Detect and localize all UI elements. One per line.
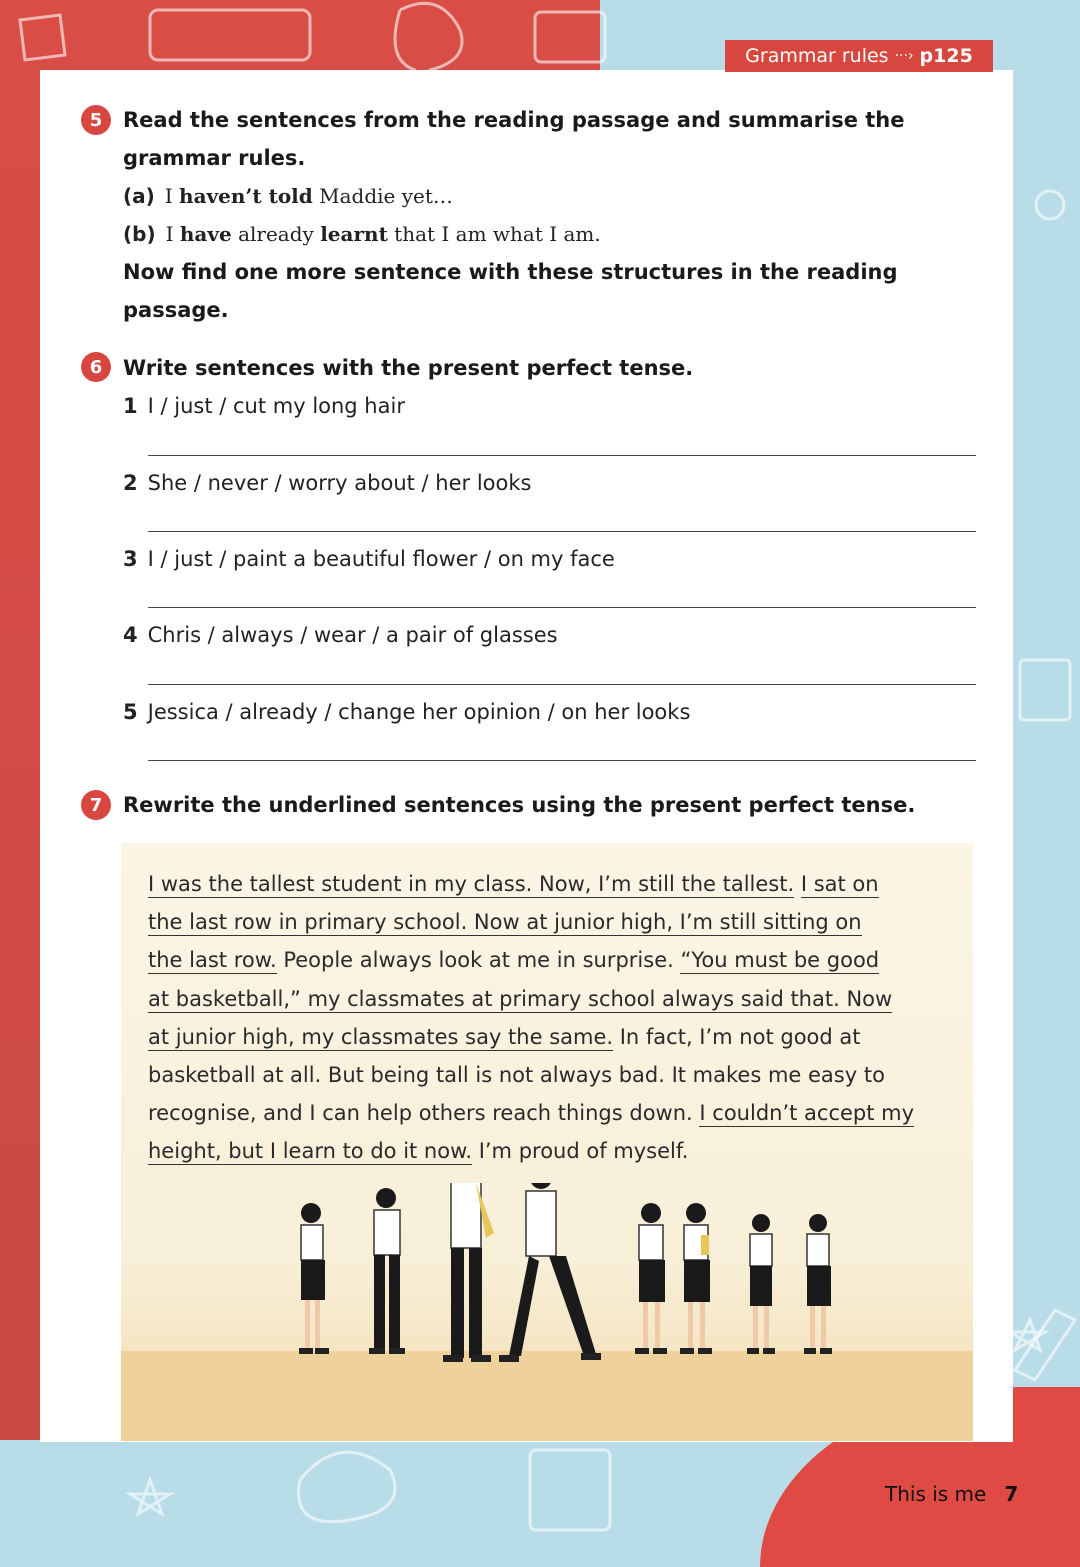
passage-text-run: recognise, and I can help others reach things down. xyxy=(148,1101,700,1126)
passage-text-run xyxy=(794,872,801,896)
exercise-6-item xyxy=(123,468,531,498)
star-doodle-icon xyxy=(130,1480,170,1514)
item-number: 5 xyxy=(123,700,138,724)
page-number: 7 xyxy=(1004,1482,1019,1506)
underlined-sentence[interactable]: I couldn’t accept my xyxy=(699,1101,915,1126)
underlined-sentence[interactable]: at junior high, my classmates say the same. xyxy=(148,1024,614,1049)
abc-card-icon xyxy=(530,1450,610,1530)
why-bubble-icon xyxy=(299,1452,395,1521)
example-b-text: already xyxy=(231,222,321,246)
example-a-verb: haven’t told xyxy=(179,184,313,208)
student-figure xyxy=(804,1214,832,1354)
example-b-text: that I am what I am. xyxy=(387,222,601,246)
exercise-5-instruction-line2: passage. xyxy=(123,298,229,322)
exercise-6-item xyxy=(123,620,558,650)
item-prompt: Jessica / already / change her opinion / on her looks xyxy=(147,700,691,724)
grammar-page-ref: p125 xyxy=(919,45,973,67)
passage-text-run: basketball at all. But being tall is not always bad. It makes me easy to xyxy=(148,1063,885,1088)
diary-doodle-icon xyxy=(1020,660,1070,720)
exercise-5-heading-line2: grammar rules. xyxy=(123,146,306,170)
underlined-sentence[interactable]: height, but I learn to do it now. xyxy=(148,1139,473,1164)
book-doodle-icon xyxy=(150,10,310,60)
example-b-verb: learnt xyxy=(320,222,388,246)
item-prompt: I / just / cut my long hair xyxy=(147,394,405,418)
passage-text-run: I’m proud of myself. xyxy=(472,1139,689,1164)
exercise-6-item xyxy=(123,697,690,727)
student-figure xyxy=(499,1183,601,1362)
example-a-label: (a) xyxy=(123,184,155,208)
student-figure xyxy=(680,1203,712,1354)
example-b-text: I xyxy=(165,222,180,246)
item-prompt: Chris / always / wear / a pair of glasses xyxy=(147,623,558,647)
answer-line[interactable] xyxy=(148,760,976,761)
exercise-6-item xyxy=(123,391,405,421)
answer-line[interactable] xyxy=(148,684,976,685)
exercise-6-badge: 6 xyxy=(81,352,111,382)
grammar-rules-tab[interactable] xyxy=(725,40,993,72)
underlined-sentence[interactable]: the last row in primary school. Now at junior high, I’m still sitting on xyxy=(148,910,862,935)
students-illustration xyxy=(281,1183,841,1413)
example-a-text: Maddie yet… xyxy=(312,184,453,208)
passage-text xyxy=(148,865,958,1171)
arrow-icon: ···› xyxy=(894,48,914,64)
reading-passage-box xyxy=(121,843,973,1441)
item-number: 2 xyxy=(123,471,138,495)
student-figure xyxy=(443,1183,494,1362)
exercise-5-heading-line1: Read the sentences from the reading passage and summarise the xyxy=(123,108,905,132)
example-sentence-a xyxy=(123,177,453,215)
answer-line[interactable] xyxy=(148,455,976,456)
student-figure xyxy=(747,1214,775,1354)
student-figure xyxy=(369,1188,405,1354)
exercise-5-instruction-line1: Now find one more sentence with these structures in the reading xyxy=(123,260,898,284)
verb-card-icon xyxy=(535,12,605,62)
underlined-sentence[interactable]: the last row. xyxy=(148,948,277,973)
grammar-rules-label: Grammar rules xyxy=(745,45,889,67)
example-b-label: (b) xyxy=(123,222,156,246)
item-number: 4 xyxy=(123,623,138,647)
exercise-7-heading: Rewrite the underlined sentences using the present perfect tense. xyxy=(123,793,916,817)
example-a-text: I xyxy=(164,184,180,208)
underlined-sentence[interactable]: “You must be good xyxy=(680,948,880,973)
student-figure xyxy=(635,1203,667,1354)
item-prompt: I / just / paint a beautiful flower / on my face xyxy=(147,547,615,571)
passage-text-run: In fact, I’m not good at xyxy=(613,1024,861,1049)
answer-line[interactable] xyxy=(148,607,976,608)
underlined-sentence[interactable]: I sat on xyxy=(800,872,879,896)
underlined-sentence[interactable]: I was the tallest student in my class. Now, I’m still the tallest. xyxy=(148,872,795,896)
page-footer xyxy=(885,1482,1018,1506)
passage-text-run: People always look at me in surprise. xyxy=(276,948,681,973)
a-plus-paper-icon xyxy=(20,15,65,60)
item-number: 3 xyxy=(123,547,138,571)
exercise-6-item xyxy=(123,544,615,574)
answer-line[interactable] xyxy=(148,531,976,532)
exercise-7-badge: 7 xyxy=(81,790,111,820)
item-number: 1 xyxy=(123,394,138,418)
star-doodle-icon xyxy=(1036,191,1064,219)
example-b-verb: have xyxy=(179,222,232,246)
exercise-5-badge: 5 xyxy=(81,105,111,135)
exercise-6-heading: Write sentences with the present perfect tense. xyxy=(123,356,694,380)
student-figure xyxy=(299,1203,329,1354)
example-sentence-b xyxy=(123,215,601,253)
underlined-sentence[interactable]: at basketball,” my classmates at primary school always said that. Now xyxy=(148,986,893,1011)
item-prompt: She / never / worry about / her looks xyxy=(147,471,532,495)
unit-title: This is me xyxy=(885,1482,987,1506)
